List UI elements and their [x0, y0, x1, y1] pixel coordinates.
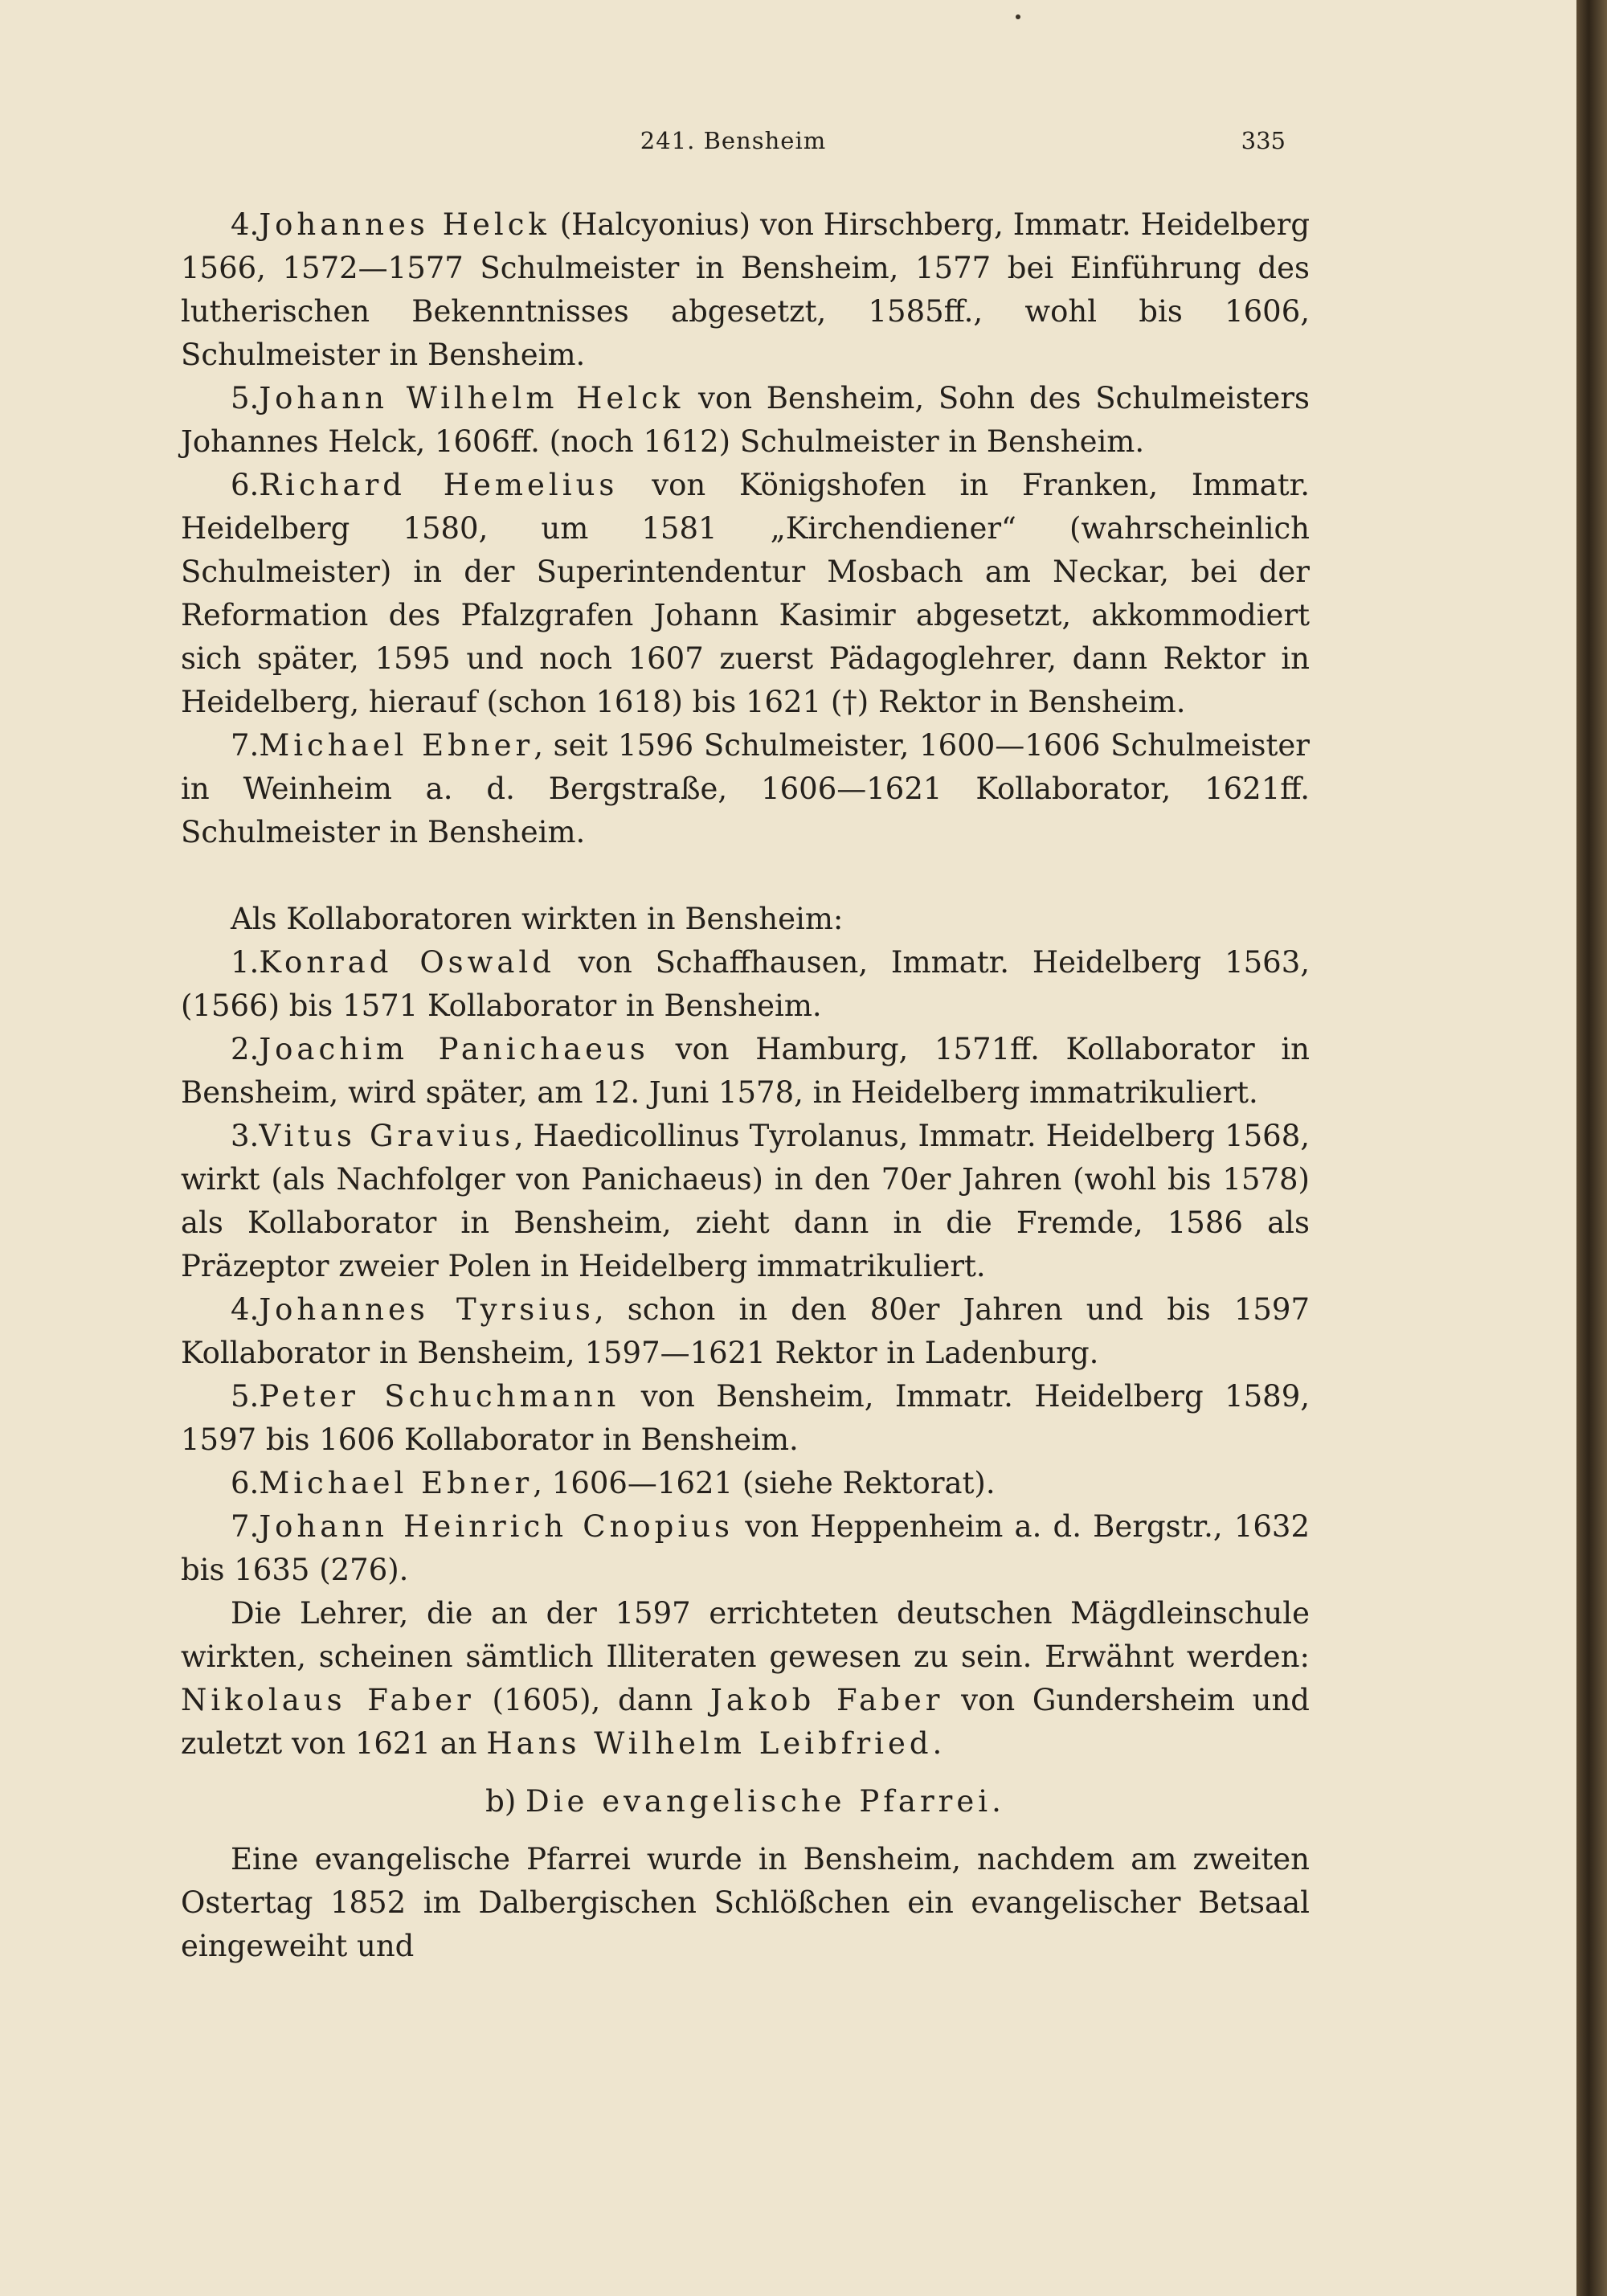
person-name: Nikolaus Faber — [181, 1683, 475, 1717]
entry-text: (Halcyonius) von Hirschberg, Immatr. Heidelberg 1566, 1572—1577 Schulmeister in Bensheim, 1577 bei Einführung des lutherischen Bekenntnisses abgesetzt, 1585ff., wohl bis 1606, Schulmeister in Bensheim. — [181, 207, 1311, 372]
entry-number: 5. — [231, 381, 260, 415]
person-name: Jakob Faber — [710, 1683, 944, 1717]
section-heading — [181, 1780, 1310, 1823]
paragraph-text: . — [932, 1726, 943, 1761]
entry-number: 6. — [231, 1466, 260, 1500]
person-name: Vitus Gravius — [259, 1119, 514, 1153]
ink-speck — [1016, 14, 1020, 19]
kollaborator-entry-3 — [181, 1115, 1310, 1288]
paragraph-text: Die Lehrer, die an der 1597 errichteten deutschen Mägdleinschule wirkten, scheinen sämtlich Illiteraten gewesen zu sein. Erwähnt werden: — [181, 1596, 1310, 1674]
kollaborator-entry-5 — [181, 1375, 1310, 1462]
person-name: Joachim Panichaeus — [259, 1032, 649, 1066]
person-name: Richard Hemelius — [259, 468, 619, 502]
spacer — [181, 854, 1310, 898]
final-paragraph: Eine evangelische Pfarrei wurde in Bensheim, nachdem am zweiten Ostertag 1852 im Dalbergischen Schlößchen ein evangelischer Betsaal eingeweiht und — [181, 1842, 1310, 1963]
entry-text: , Haedicollinus Tyrolanus, Immatr. Heidelberg 1568, wirkt (als Nachfolger von Panichaeus) in den 70er Jahren (wohl bis 1578) als Kollaborator in Bensheim, zieht dann in die Fremde, 1586 als Präzeptor zweier Polen in Heidelberg immatrikuliert. — [181, 1119, 1310, 1283]
entry-number: 4. — [231, 1292, 260, 1327]
rector-entry-7 — [181, 724, 1310, 854]
entry-number: 7. — [231, 728, 260, 763]
entry-number: 5. — [231, 1379, 260, 1414]
girls-school-paragraph — [181, 1592, 1310, 1766]
entry-text: von Bensheim, Sohn des Schulmeisters Johannes Helck, 1606ff. (noch 1612) Schulmeister in Bensheim. — [181, 381, 1310, 459]
entry-text: von Schaffhausen, Immatr. Heidelberg 1563, (1566) bis 1571 Kollaborator in Bensheim. — [181, 945, 1311, 1023]
person-name: Johannes Helck — [259, 207, 550, 242]
paragraph-text: von Gundersheim und zuletzt von 1621 an — [181, 1683, 1310, 1761]
rector-entry-4 — [181, 203, 1310, 377]
entry-number: 4. — [231, 207, 260, 242]
entry-number: 1. — [231, 945, 260, 980]
page-number: 335 — [1241, 127, 1286, 154]
person-name: Michael Ebner — [259, 728, 534, 763]
kollaborator-entry-4 — [181, 1288, 1310, 1375]
kollaborator-entry-1 — [181, 941, 1310, 1028]
rector-entry-5 — [181, 377, 1310, 464]
person-name: Michael Ebner — [259, 1466, 534, 1500]
person-name: Johannes Tyrsius — [259, 1292, 595, 1327]
person-name: Hans Wilhelm Leibfried — [486, 1726, 933, 1761]
body-text — [181, 203, 1310, 1968]
person-name: Johann Wilhelm Helck — [259, 381, 685, 415]
entry-text: von Bensheim, Immatr. Heidelberg 1589, 1597 bis 1606 Kollaborator in Bensheim. — [181, 1379, 1311, 1457]
person-name: Konrad Oswald — [259, 945, 555, 980]
entry-text: , 1606—1621 (siehe Rektorat). — [533, 1466, 996, 1500]
entry-text: von Hamburg, 1571ff. Kollaborator in Bensheim, wird später, am 12. Juni 1578, in Heidelberg immatrikuliert. — [181, 1032, 1311, 1110]
entry-text: , seit 1596 Schulmeister, 1600—1606 Schulmeister in Weinheim a. d. Bergstraße, 1606—1621 Kollaborator, 1621ff. Schulmeister in Bensheim. — [181, 728, 1310, 849]
entry-number: 7. — [231, 1509, 260, 1544]
running-head — [181, 127, 1286, 167]
kollaborator-entry-7 — [181, 1505, 1310, 1592]
entry-text: , schon in den 80er Jahren und bis 1597 Kollaborator in Bensheim, 1597—1621 Rektor in Ladenburg. — [181, 1292, 1310, 1370]
paragraph-text: (1605), dann — [492, 1683, 693, 1717]
section-letter: b) — [485, 1784, 517, 1819]
page-edge-shadow — [1576, 0, 1607, 2296]
entry-text: von Heppenheim a. d. Bergstr., 1632 bis 1635 (276). — [181, 1509, 1310, 1587]
running-head-title: 241. Bensheim — [640, 127, 827, 154]
kollaborator-entry-2 — [181, 1028, 1310, 1115]
entry-number: 2. — [231, 1032, 260, 1066]
entry-number: 3. — [231, 1119, 260, 1153]
kollaborator-entry-6 — [181, 1462, 1310, 1505]
person-name: Peter Schuchmann — [259, 1379, 620, 1414]
person-name: Johann Heinrich Cnopius — [259, 1509, 734, 1544]
entry-text: von Königshofen in Franken, Immatr. Heidelberg 1580, um 1581 „Kirchendiener“ (wahrscheinlich Schulmeister) in der Superintendentur Mosbach am Neckar, bei der Reformation des Pfalzgrafen Johann Kasimir abgesetzt, akkommodiert sich später, 1595 und noch 1607 zuerst Pädagoglehrer, dann Rektor in Heidelberg, hierauf (schon 1618) bis 1621 (†) Rektor in Bensheim. — [181, 468, 1310, 719]
rector-entry-6 — [181, 464, 1310, 724]
section-title: Die evangelische Pfarrei. — [525, 1784, 1005, 1819]
entry-number: 6. — [231, 468, 260, 502]
kollaborator-intro: Als Kollaboratoren wirkten in Bensheim: — [231, 902, 844, 936]
